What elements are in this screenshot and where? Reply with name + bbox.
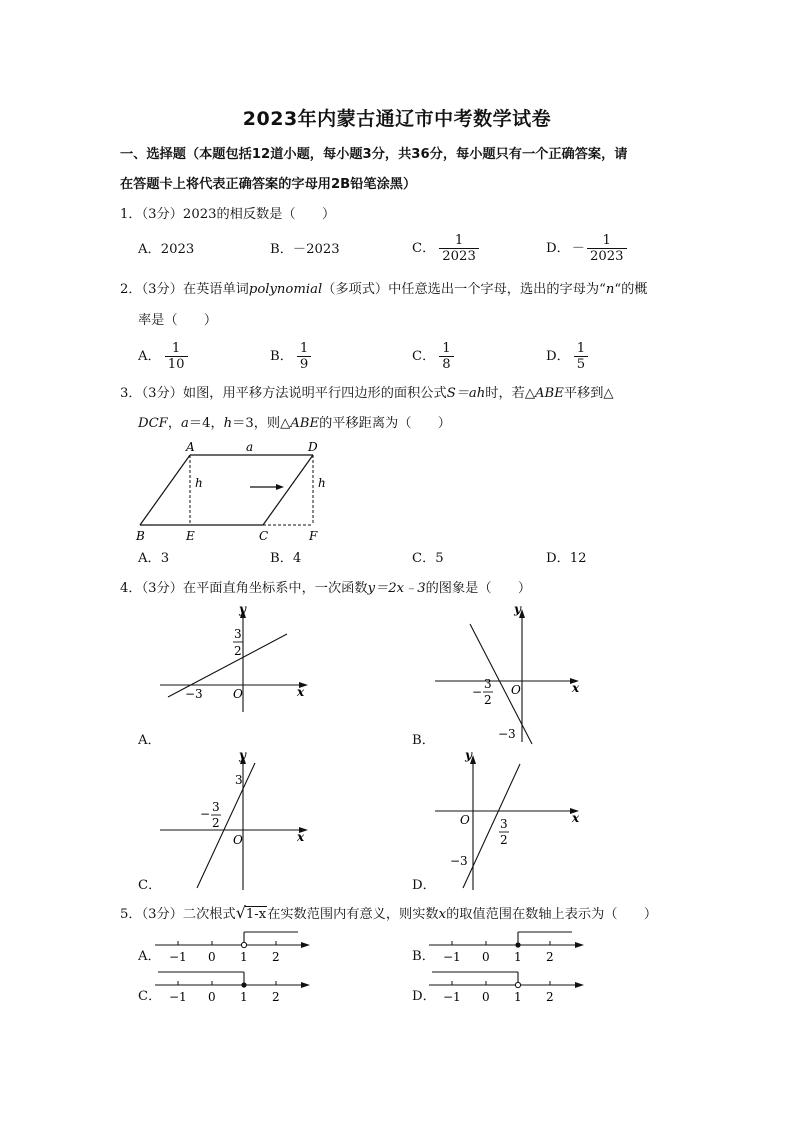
q5a-tick-2: 2 [272,950,280,964]
q5a-tick-0: 0 [208,950,216,964]
q4-stem-b: 的图象是（ ） [425,581,532,596]
q5b-tick-1: 1 [514,950,522,964]
q5d-tick-1: 1 [514,990,522,1004]
section-heading-line2: 在答题卡上将代表正确答案的字母用2B铅笔涂黑） [120,177,417,192]
q3-dcf: DCF [138,416,168,431]
q3-stem-a: 3．（3分）如图，用平移方法说明平行四边形的面积公式 [120,386,447,401]
q2-option-b [270,341,311,372]
q3-formula: S＝ah [446,386,486,401]
q3-label-d: D [308,440,318,454]
q2-stem-pre: 2．（3分）在英语单词 [120,282,249,297]
q2-d-label: D． [546,349,570,364]
q4d-y-label: y [465,748,472,762]
q4-stem-a: 4．（3分）在平面直角坐标系中，一次函数 [120,581,368,596]
q5b-tick-neg1: −1 [443,950,461,964]
q5-stem [120,904,657,924]
q1-d-numerator: 1 [587,233,627,249]
q2-a-numerator: 1 [165,341,188,357]
q4-graph-c [155,748,315,893]
q5-option-c: C． [138,989,162,1004]
q5c-tick-2: 2 [272,990,280,1004]
q2-a-denominator: 10 [167,357,185,372]
q2-d-numerator: 1 [574,341,588,357]
q5-stem-b: 在实数范围内有意义，则实数 [267,907,439,922]
page-title: 2023年内蒙古通辽市中考数学试卷 [242,108,552,130]
q1-c-denominator: 2023 [442,249,476,264]
q3-label-a-side: a [246,440,254,454]
q5-radicand: 1-x [245,907,267,922]
q2-letter: n [605,282,615,297]
q5c-tick-1: 1 [240,990,248,1004]
q4d-origin: O [460,813,470,827]
q4-graph-b [430,602,590,747]
q3-parallelogram-figure [130,436,330,546]
q4d-x-den: 2 [500,833,508,847]
q3-label-b: B [136,529,145,543]
q3-stem-c: 平移到△ [563,386,614,401]
q4-option-a: A． [138,733,161,748]
q4d-x-num: 3 [500,817,508,831]
q2-stem-post: “的概 [614,282,648,297]
q4d-x-label: x [572,811,580,825]
q4d-y-tick: −3 [450,854,468,868]
q4a-y-num: 3 [234,627,242,641]
q2-a-label: A． [138,349,161,364]
q2-stem-mid: （多项式）中任意选出一个字母，选出的字母为“ [322,282,606,297]
q4-option-d: D． [412,878,436,893]
q3-option-b: B．4 [270,551,302,566]
q1-option-a: A．2023 [138,242,195,257]
q1-option-c-label: C． [412,241,436,256]
q1-option-d-fraction [587,233,627,264]
q4-stem [120,580,531,598]
q4c-y-tick: 3 [235,773,243,787]
q4b-origin: O [511,683,521,697]
q4a-y-label: y [239,602,246,616]
q3-label-a-vertex: A [186,440,195,454]
q5-option-a: A． [138,949,161,964]
q4-graph-d [430,748,590,893]
q5b-tick-2: 2 [546,950,554,964]
q3-option-c: C．5 [412,551,444,566]
q1-option-b: B．－2023 [270,242,340,257]
q3-triangle-2: ABE [290,416,320,431]
q1-option-c-fraction [439,233,479,264]
q5-numberline-d [424,968,594,1008]
q3-label-h-left: h [195,476,203,490]
q2-stem [120,281,647,299]
q5d-tick-2: 2 [546,990,554,1004]
q5-numberline-b [424,928,594,968]
q5c-tick-neg1: −1 [169,990,187,1004]
q4-option-b: B． [412,733,435,748]
q5-stem-c: 的取值范围在数轴上表示为（ ） [446,907,658,922]
q2-option-a [138,341,188,372]
q4b-y-tick: −3 [498,727,516,741]
q5-var: x [438,907,447,922]
q4-graph-a [155,602,315,717]
q1-option-c [412,233,479,264]
q1-d-sign: － [571,240,585,256]
q2-word: polynomial [248,282,323,297]
q2-c-label: C． [412,349,436,364]
q4a-y-den: 2 [234,644,242,658]
q3-label-c: C [259,529,269,543]
q5d-tick-0: 0 [482,990,490,1004]
q3-stem-b: 时，若△ [485,386,535,401]
q3-label-e: E [186,529,195,543]
q4b-x-label: x [572,681,580,695]
q5-numberline-c [150,968,320,1008]
q2-b-denominator: 9 [299,357,309,372]
q4b-x-num: 3 [484,677,492,691]
q2-b-label: B． [270,349,293,364]
q5a-tick-1: 1 [240,950,248,964]
q3-label-f: F [309,529,318,543]
q4c-origin: O [233,833,243,847]
q3-option-a: A．3 [138,551,170,566]
q4-option-c: C． [138,878,162,893]
q4a-x-label: x [297,685,305,699]
q2-option-c [412,341,454,372]
q2-c-denominator: 8 [442,357,451,372]
q2-c-numerator: 1 [439,341,453,357]
q2-b-numerator: 1 [297,341,311,357]
q1-option-d [546,233,627,264]
q2-d-denominator: 5 [576,357,586,372]
q4b-y-label: y [514,602,521,616]
q5b-tick-0: 0 [482,950,490,964]
q3-label-h-right: h [318,476,326,490]
q4a-x-tick: −3 [185,687,203,701]
q5c-tick-0: 0 [208,990,216,1004]
q3-comma: ， [167,416,182,431]
q3-stem-end: 的平移距离为（ ） [319,416,451,431]
q3-option-d: D．12 [546,551,587,566]
q4c-x-den: 2 [212,816,220,830]
q4a-origin: O [233,687,243,701]
q4b-x-den: 2 [484,693,492,707]
q5-option-b: B． [412,949,435,964]
q4-function: y＝2x﹣3 [367,581,426,596]
q4c-x-num: 3 [212,800,220,814]
q3-h-var: h [223,416,233,431]
q2-option-d [546,341,588,372]
q1-option-d-label: D． [546,241,570,256]
q5-option-d: D． [412,989,436,1004]
q4b-x-sign: − [472,685,483,699]
q3-triangle-1: ABE [534,386,564,401]
q5-numberline-a [150,928,320,968]
q4c-x-sign: − [200,807,211,821]
q1-stem: 1．（3分）2023的相反数是（ ） [120,207,336,222]
q5d-tick-neg1: −1 [443,990,461,1004]
q4c-x-label: x [297,830,305,844]
q3-h-value: ＝3，则△ [232,416,291,431]
q3-stem-line2 [138,415,451,433]
q2-stem-line2: 率是（ ） [138,313,218,328]
sqrt-icon: √ [235,903,246,922]
q1-c-numerator: 1 [439,233,479,249]
q3-a-value: ＝4， [188,416,224,431]
q5a-tick-neg1: −1 [169,950,187,964]
q5-stem-a: 5．（3分）二次根式 [120,907,236,922]
q3-a-var: a [181,416,189,431]
q3-stem [120,385,614,403]
q4c-y-label: y [239,748,246,762]
section-heading-line1: 一、选择题（本题包括12道小题，每小题3分，共36分，每小题只有一个正确答案，请 [120,147,628,162]
q1-d-denominator: 2023 [589,249,624,264]
